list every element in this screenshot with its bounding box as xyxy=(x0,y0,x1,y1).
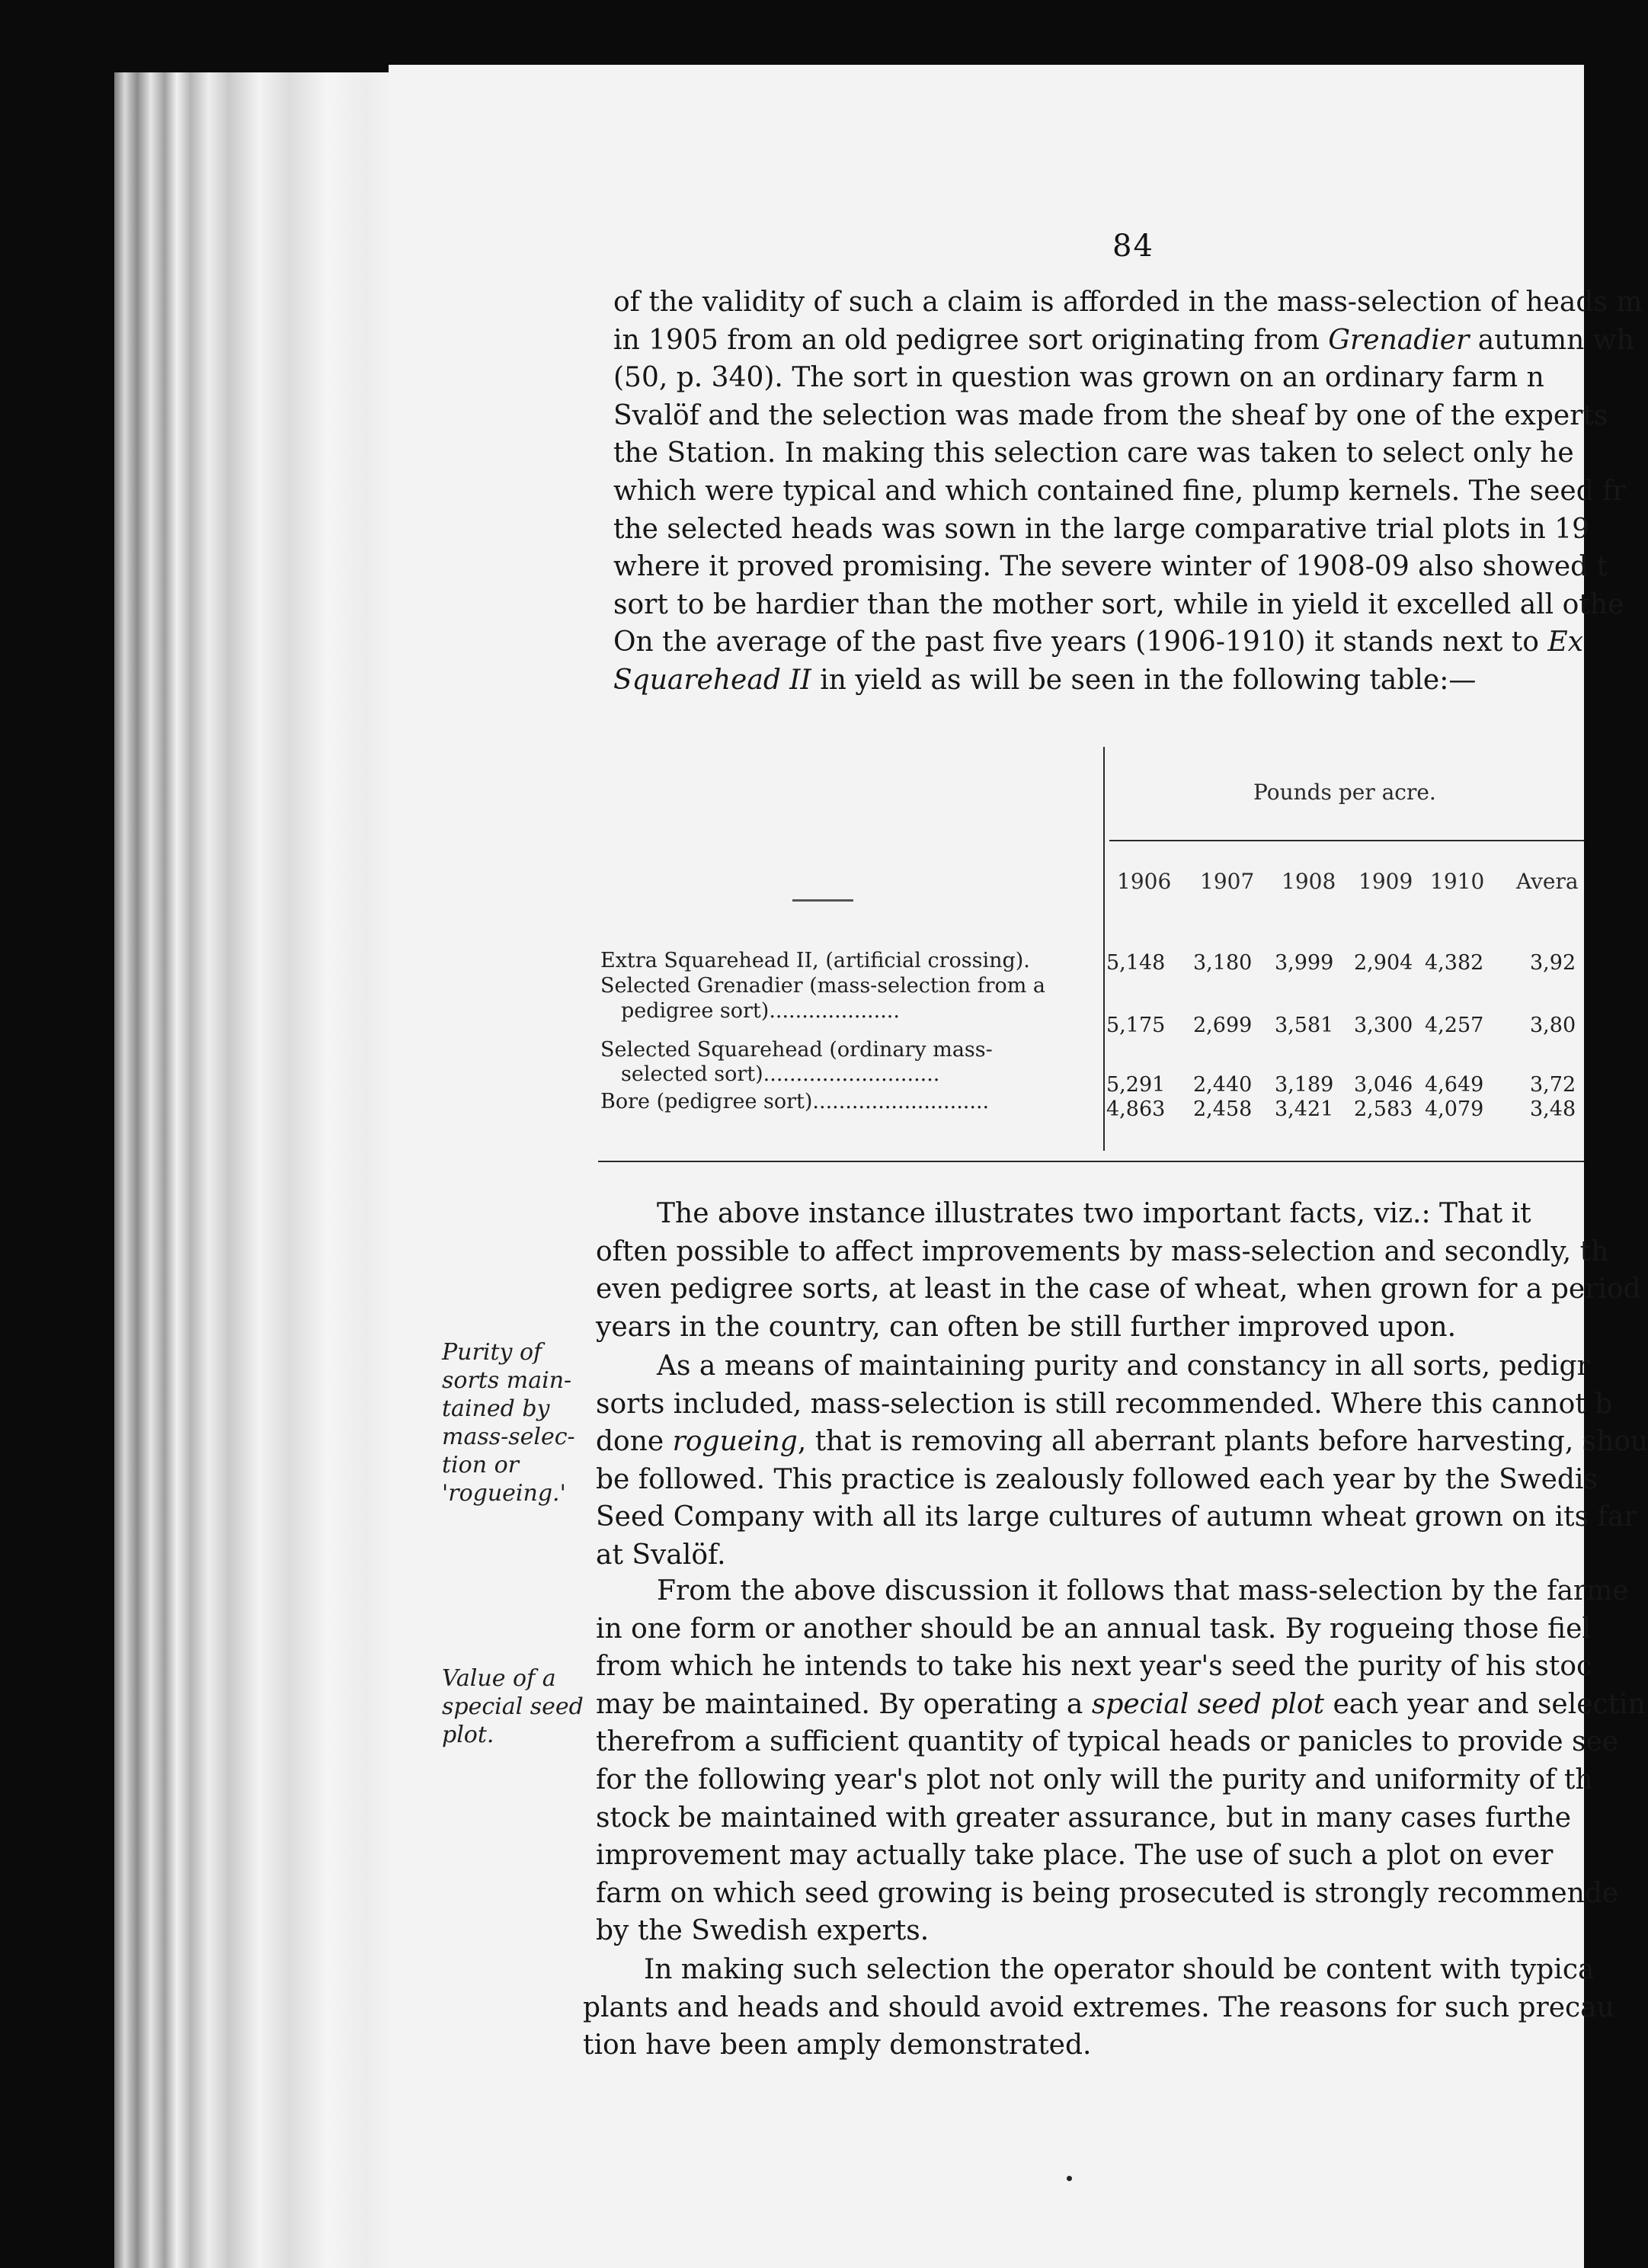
text-line: (50, p. 340). The sort in question was grown on an ordinary farm n xyxy=(613,362,1544,394)
text-line: at Svalöf. xyxy=(596,1539,726,1571)
text-line: for the following year's plot not only will the purity and uniformity of th xyxy=(596,1763,1593,1796)
text-line: plants and heads and should avoid extremes. The reasons for such precau xyxy=(583,1991,1614,2023)
table-cell: 3,72 xyxy=(1530,1073,1576,1097)
table-cell: 3,92 xyxy=(1530,951,1576,975)
column-header-1910: 1910 xyxy=(1430,869,1485,894)
text-line: in one form or another should be an annual task. By rogueing those fiel xyxy=(596,1613,1591,1645)
margin-note-line: mass-selec- xyxy=(442,1424,575,1450)
text-line: sort to be hardier than the mother sort, while in yield it excelled all othe xyxy=(613,588,1624,620)
text-line: of the validity of such a claim is afforded in the mass-selection of heads m xyxy=(613,287,1643,318)
table-row-label: selected sort)........................... xyxy=(621,1062,940,1086)
table-cell: 2,699 xyxy=(1193,1014,1253,1037)
text-line: tion have been amply demonstrated. xyxy=(583,2029,1092,2061)
text-line: sorts included, mass-selection is still recommended. Where this cannot b xyxy=(596,1388,1613,1420)
paragraph-seed-plot xyxy=(596,1572,1646,1950)
margin-note-line: tion or xyxy=(442,1452,519,1478)
margin-note-line: plot. xyxy=(442,1722,494,1748)
table-cell: 5,291 xyxy=(1106,1073,1166,1097)
margin-note-seed-plot xyxy=(442,1664,584,1749)
table-cell: 3,48 xyxy=(1530,1097,1576,1121)
table-row-label: pedigree sort).................... xyxy=(621,999,900,1023)
text-line: often possible to affect improvements by mass-selection and secondly, th xyxy=(596,1235,1609,1267)
page-speck xyxy=(1067,2176,1072,2181)
text-line: years in the country, can often be still further improved upon. xyxy=(596,1311,1457,1343)
page-number: 84 xyxy=(1112,229,1154,264)
table-stub-header xyxy=(792,899,853,902)
paragraph-facts xyxy=(596,1195,1641,1346)
table-cell: 4,649 xyxy=(1425,1073,1484,1097)
text-line: Squarehead II in yield as will be seen in the following table:— xyxy=(613,664,1477,696)
table-cell: 2,904 xyxy=(1354,951,1413,975)
table-cell: 4,863 xyxy=(1106,1097,1166,1121)
column-header-1909: 1909 xyxy=(1358,869,1413,894)
table-row-label: Bore (pedigree sort)........................... xyxy=(600,1090,990,1113)
text-line: in 1905 from an old pedigree sort originating from Grenadier autumn wh xyxy=(613,324,1634,356)
table-cell: 3,189 xyxy=(1275,1073,1334,1097)
text-line: done rogueing, that is removing all aberrant plants before harvesting, shou xyxy=(596,1426,1648,1458)
text-line: On the average of the past five years (1906-1910) it stands next to Ex xyxy=(613,626,1583,658)
margin-note-line: special seed xyxy=(442,1693,584,1720)
table-cell: 4,382 xyxy=(1425,951,1484,975)
paragraph-intro xyxy=(613,284,1643,700)
table-cell: 2,458 xyxy=(1193,1097,1253,1121)
table-cell: 5,175 xyxy=(1106,1014,1166,1037)
table-cell: 3,300 xyxy=(1354,1014,1413,1037)
table-cell: 5,148 xyxy=(1106,951,1166,975)
table-cell: 4,257 xyxy=(1425,1014,1484,1037)
text-line: As a means of maintaining purity and constancy in all sorts, pedigr xyxy=(657,1350,1590,1382)
table-cell: 4,079 xyxy=(1425,1097,1484,1121)
table-cell: 2,583 xyxy=(1354,1097,1413,1121)
text-line: even pedigree sorts, at least in the case of wheat, when grown for a period xyxy=(596,1273,1641,1305)
margin-note-purity xyxy=(442,1338,575,1507)
table-row-label: Extra Squarehead II, (artificial crossing). xyxy=(600,949,1030,972)
text-line: the Station. In making this selection care was taken to select only he xyxy=(613,437,1574,469)
text-line: From the above discussion it follows that mass-selection by the farme xyxy=(657,1575,1629,1606)
table-vertical-rule xyxy=(1103,747,1105,1151)
table-row-label: Selected Squarehead (ordinary mass- xyxy=(600,1038,993,1062)
text-line: therefrom a sufficient quantity of typical heads or panicles to provide see xyxy=(596,1726,1619,1758)
table-header-rule xyxy=(1109,840,1584,841)
text-line: In making such selection the operator should be content with typica xyxy=(644,1954,1595,1985)
text-line: may be maintained. By operating a special seed plot each year and selectin xyxy=(596,1688,1646,1720)
table-cell: 3,80 xyxy=(1530,1014,1576,1037)
column-header-1906: 1906 xyxy=(1117,869,1172,894)
table-cell: 3,581 xyxy=(1275,1014,1334,1037)
text-line: the selected heads was sown in the large comparative trial plots in 19 xyxy=(613,513,1590,545)
book-page-edge xyxy=(114,72,389,2268)
text-line: farm on which seed growing is being prosecuted is strongly recommende xyxy=(596,1877,1619,1909)
table-units-header: Pounds per acre. xyxy=(1253,780,1436,805)
text-line: from which he intends to take his next year's seed the purity of his stoc xyxy=(596,1651,1592,1683)
text-line: Svalöf and the selection was made from the sheaf by one of the experts xyxy=(613,399,1608,431)
table-cell: 3,999 xyxy=(1275,951,1334,975)
table-cell: 3,421 xyxy=(1275,1097,1334,1121)
table-cell: 3,046 xyxy=(1354,1073,1413,1097)
table-cell: 2,440 xyxy=(1193,1073,1253,1097)
table-cell: 3,180 xyxy=(1193,951,1253,975)
margin-note-line: Purity of xyxy=(442,1339,542,1366)
text-line: stock be maintained with greater assurance, but in many cases furthe xyxy=(596,1802,1572,1834)
paragraph-selection xyxy=(583,1951,1614,2065)
text-line: The above instance illustrates two important facts, viz.: That it xyxy=(657,1198,1531,1229)
text-line: Seed Company with all its large cultures of autumn wheat grown on its far xyxy=(596,1501,1637,1533)
margin-note-line: Value of a xyxy=(442,1665,556,1692)
margin-note-line: 'rogueing.' xyxy=(442,1480,566,1507)
paragraph-purity xyxy=(596,1347,1648,1574)
column-header-1907: 1907 xyxy=(1200,869,1255,894)
text-line: improvement may actually take place. The use of such a plot on ever xyxy=(596,1840,1554,1872)
table-bottom-rule xyxy=(598,1161,1584,1162)
text-line: where it proved promising. The severe winter of 1908-09 also showed t xyxy=(613,551,1608,583)
text-line: be followed. This practice is zealously followed each year by the Swedis xyxy=(596,1463,1598,1495)
column-header-1908: 1908 xyxy=(1282,869,1336,894)
text-line: which were typical and which contained fine, plump kernels. The seed fr xyxy=(613,475,1626,507)
column-header-average: Avera xyxy=(1516,869,1579,894)
text-line: by the Swedish experts. xyxy=(596,1915,930,1947)
table-row-label: Selected Grenadier (mass-selection from a xyxy=(600,974,1046,998)
margin-note-line: sorts main- xyxy=(442,1367,572,1394)
margin-note-line: tained by xyxy=(442,1395,550,1422)
